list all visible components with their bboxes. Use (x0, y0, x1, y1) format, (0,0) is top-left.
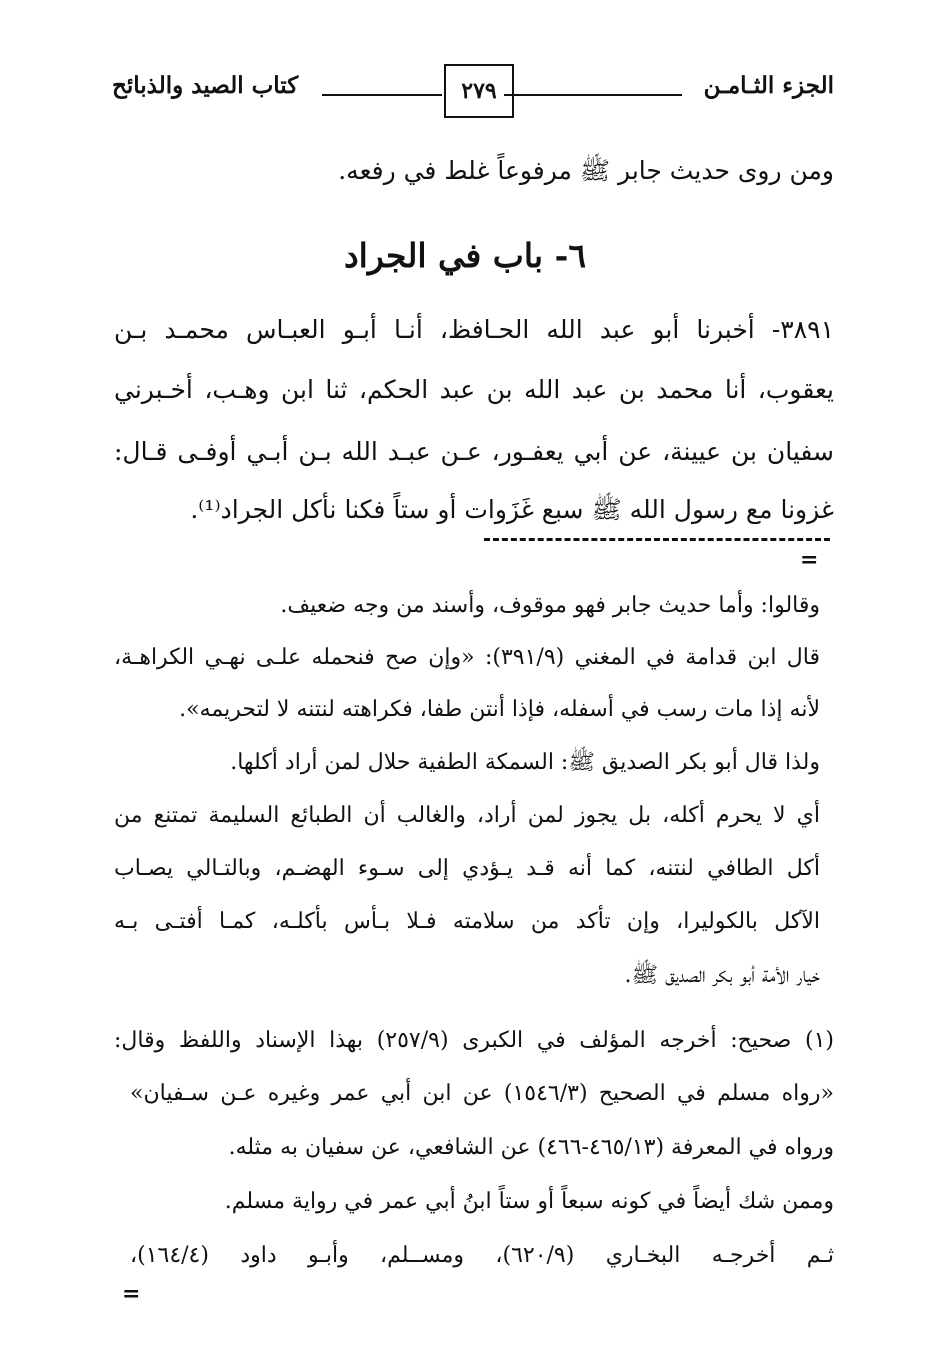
page-number: ٢٧٩ (461, 78, 497, 104)
intro-line: ومن روى حديث جابر ﷺ مرفوعاً غلط في رفعه. (338, 156, 834, 185)
footnote-line: (١) صحيح: أخرجه المؤلف في الكبرى (٢٥٧/٩) بهذا الإسناد واللفظ وقال: (114, 1028, 835, 1053)
running-header (112, 62, 834, 124)
page-number-box (444, 64, 514, 118)
continuation-mark-top: = (800, 547, 819, 573)
note-line: قال ابن قدامة في المغني (٣٩١/٩): «وإن صح فنحمله علـى نهـي الكراهـة، (114, 645, 821, 670)
footnote-line: ثـم أخرجـه البخـاري (٦٢٠/٩)، ومســلم، وأبـو داود (١٦٤/٤)، (130, 1243, 834, 1268)
note-line: وقالوا: وأما حديث جابر فهو موقوف، وأسند من وجه ضعيف. (280, 593, 820, 618)
footnote-line: ورواه في المعرفة (٤٦٥/١٣-٤٦٦) عن الشافعي، عن سفيان به مثله. (228, 1135, 834, 1160)
note-line: أي لا يحرم أكله، بل يجوز لمن أراد، والغالب أن الطبائع السليمة تمتنع من (114, 803, 820, 828)
note-line: الآكل بالكوليرا، وإن تأكد من سلامته فـلا بـأس بأكلـه، كمـا أفتـى بـه (114, 909, 820, 934)
header-rule-left (322, 94, 442, 96)
note-line: خيار الأمة أبو بكر الصديق ﷺ. (624, 963, 820, 988)
footnote-separator (484, 538, 830, 541)
hadith-line: غزونا مع رسول الله ﷺ سبع غَزَوات أو ستاً فكنا نأكل الجراد⁽¹⁾. (190, 495, 834, 524)
header-book-title: كتاب الصيد والذبائح (112, 72, 299, 99)
note-line: ولذا قال أبو بكر الصديق ﷺ: السمكة الطفية حلال لمن أراد أكلها. (230, 750, 820, 775)
header-rule-right (504, 94, 682, 96)
footnote-line: وممن شك أيضاً في كونه سبعاً أو ستاً ابنُ أبي عمر في رواية مسلم. (224, 1189, 834, 1214)
hadith-line: ٣٨٩١- أخبرنا أبو عبد الله الحـافظ، أنـا أبـو العبـاس محمـد بـن (114, 315, 834, 344)
note-line: لأنه إذا مات رسب في أسفله، فإذا أنتن طفا، فكراهته لنتنه لا لتحريمه». (179, 697, 820, 722)
continuation-mark-bottom: = (122, 1281, 141, 1307)
header-part-label: الجزء الثـامـن (703, 72, 834, 99)
note-line: أكل الطافي لنتنه، كما أنه قـد يـؤدي إلى سـوء الهضـم، وبالتـالي يصـاب (114, 856, 820, 881)
hadith-line: يعقوب، أنا محمد بن عبد الله بن عبد الحكم، ثنا ابن وهـب، أخـبرني (114, 375, 834, 404)
hadith-line: سفيان بن عيينة، عن أبي يعفـور، عـن عبـد الله بـن أبـي أوفـى قـال: (114, 437, 834, 466)
chapter-title: ٦- باب في الجراد (343, 236, 587, 275)
footnote-line: «رواه مسلم في الصحيح (١٥٤٦/٣) عن ابن أبي عمر وغيره عـن سـفيان» (130, 1081, 834, 1106)
